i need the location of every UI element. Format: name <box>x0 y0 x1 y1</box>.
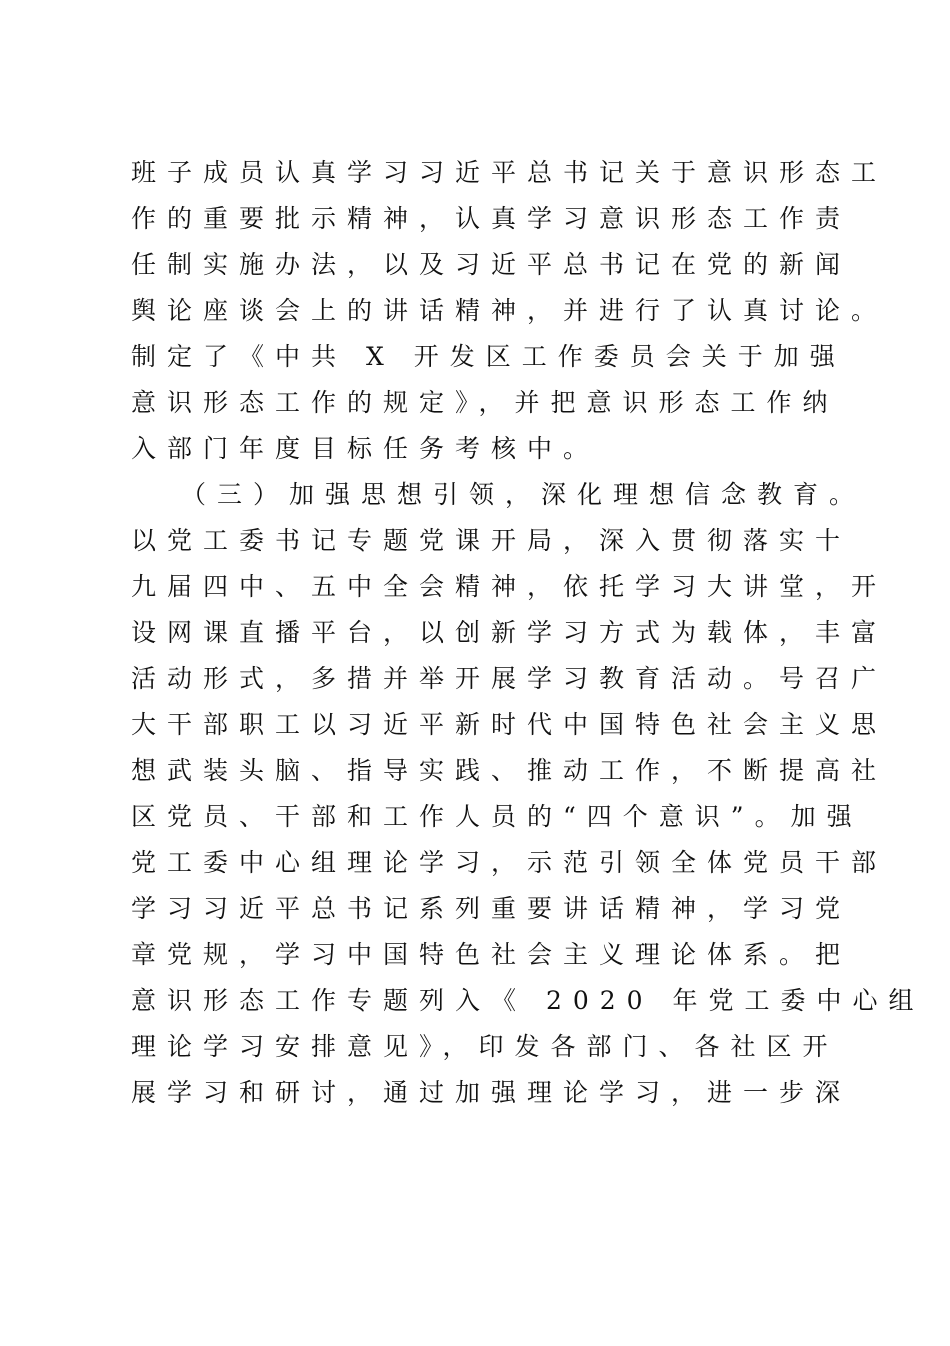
text-line: 展学习和研讨，通过加强理论学习，进一步深 <box>131 1078 852 1107</box>
text-line: 大干部职工以习近平新时代中国特色社会主义思 <box>131 710 888 739</box>
text-line: 章党规，学习中国特色社会主义理论体系。把 <box>131 940 852 969</box>
text-line: 舆论座谈会上的讲话精神，并进行了认真讨论。 <box>131 296 888 325</box>
text-line: 理论学习安排意见》，印发各部门、各社区开 <box>131 1032 839 1061</box>
text-line: 任制实施办法，以及习近平总书记在党的新闻 <box>131 250 852 279</box>
section-heading: （三）加强思想引领，深化理想信念教育。 <box>181 480 866 509</box>
text-line: 党工委中心组理论学习，示范引领全体党员干部 <box>131 848 888 877</box>
text-line: 意识形态工作专题列入《 2020 年党工委中心组 <box>131 986 925 1015</box>
body-text <box>131 150 925 1116</box>
text-line: 想武装头脑、指导实践、推动工作，不断提高社 <box>131 756 888 785</box>
text-line: 制定了《中共 X 开发区工作委员会关于加强 <box>131 342 846 371</box>
text-line: 学习习近平总书记系列重要讲话精神，学习党 <box>131 894 852 923</box>
text-line: 意识形态工作的规定》，并把意识形态工作纳 <box>131 388 839 417</box>
text-line: 九届四中、五中全会精神，依托学习大讲堂，开 <box>131 572 888 601</box>
text-line: 设网课直播平台，以创新学习方式为载体，丰富 <box>131 618 888 647</box>
text-line: 入部门年度目标任务考核中。 <box>131 434 600 463</box>
text-line: 区党员、干部和工作人员的“四个意识”。加强 <box>131 802 863 831</box>
text-line: 作的重要批示精神，认真学习意识形态工作责 <box>131 204 852 233</box>
text-line: 以党工委书记专题党课开局，深入贯彻落实十 <box>131 526 852 555</box>
text-line: 班子成员认真学习习近平总书记关于意识形态工 <box>131 158 888 187</box>
text-line: 活动形式，多措并举开展学习教育活动。号召广 <box>131 664 888 693</box>
